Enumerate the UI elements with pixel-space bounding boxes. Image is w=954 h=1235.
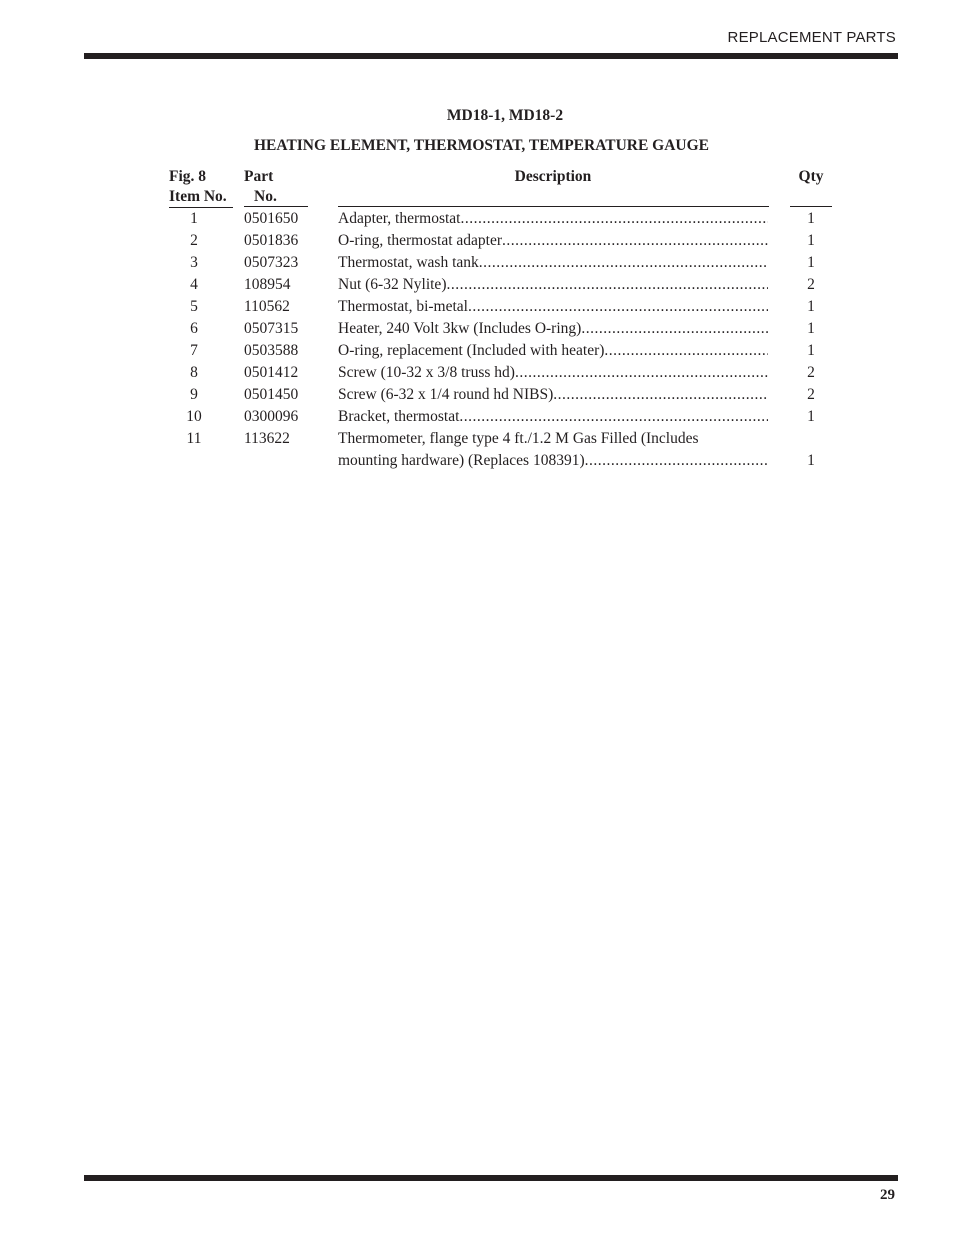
description-cell bbox=[338, 230, 768, 252]
description-cell bbox=[338, 362, 768, 384]
item-number: 4 bbox=[190, 276, 198, 293]
description-text: O-ring, thermostat adapter bbox=[338, 232, 502, 249]
dot-leader bbox=[446, 274, 768, 296]
part-number: 0501650 bbox=[244, 210, 299, 227]
description-text: Adapter, thermostat bbox=[338, 210, 461, 227]
description-cell bbox=[338, 274, 768, 296]
column-header-item-line1: Fig. 8 bbox=[169, 168, 207, 185]
quantity: 1 bbox=[807, 254, 815, 271]
part-number: 0501450 bbox=[244, 386, 299, 403]
item-number: 5 bbox=[190, 298, 198, 315]
description-cell bbox=[338, 384, 768, 406]
part-number: 0501412 bbox=[244, 364, 299, 381]
item-number: 11 bbox=[186, 430, 202, 447]
quantity: 2 bbox=[807, 364, 815, 381]
part-number: 0503588 bbox=[244, 342, 299, 359]
part-header-underline bbox=[244, 206, 308, 207]
table-row bbox=[0, 384, 954, 406]
table-row bbox=[0, 274, 954, 296]
item-number: 7 bbox=[190, 342, 198, 359]
description-text: Nut (6-32 Nylite) bbox=[338, 276, 447, 293]
item-number: 9 bbox=[190, 386, 198, 403]
part-number: 0501836 bbox=[244, 232, 299, 249]
description-cell bbox=[338, 340, 768, 362]
column-header-qty: Qty bbox=[798, 168, 824, 185]
table-row bbox=[0, 230, 954, 252]
description-line2 bbox=[338, 450, 768, 472]
quantity: 1 bbox=[807, 232, 815, 249]
description-text: Heater, 240 Volt 3kw (Includes O-ring) bbox=[338, 320, 582, 337]
section-label: REPLACEMENT PARTS bbox=[727, 29, 896, 46]
table-row bbox=[0, 362, 954, 384]
page-number: 29 bbox=[880, 1187, 895, 1203]
description-text: Bracket, thermostat bbox=[338, 408, 460, 425]
description-text: Screw (10-32 x 3/8 truss hd) bbox=[338, 364, 515, 381]
description-text: O-ring, replacement (Included with heater) bbox=[338, 342, 605, 359]
quantity: 1 bbox=[807, 452, 815, 469]
column-header-part bbox=[244, 167, 277, 207]
column-header-part-line2: No. bbox=[254, 188, 277, 205]
column-header-description: Description bbox=[514, 168, 592, 185]
dot-leader bbox=[553, 384, 768, 406]
table-row bbox=[0, 318, 954, 340]
item-number: 1 bbox=[190, 210, 198, 227]
dot-leader bbox=[581, 318, 768, 340]
quantity: 1 bbox=[807, 408, 815, 425]
model-title: MD18-1, MD18-2 bbox=[446, 107, 564, 124]
quantity: 1 bbox=[807, 320, 815, 337]
description-header-underline bbox=[338, 206, 769, 207]
quantity: 2 bbox=[807, 276, 815, 293]
description-cell bbox=[338, 208, 768, 230]
table-row bbox=[0, 406, 954, 428]
description-cell bbox=[338, 318, 768, 340]
dot-leader bbox=[460, 208, 768, 230]
description-cell bbox=[338, 406, 768, 428]
table-row bbox=[0, 428, 954, 472]
quantity: 1 bbox=[807, 342, 815, 359]
column-header-item bbox=[169, 167, 233, 208]
table-row bbox=[0, 296, 954, 318]
description-text-line2: mounting hardware) (Replaces 108391) bbox=[338, 452, 585, 469]
part-number: 0507323 bbox=[244, 254, 299, 271]
dot-leader bbox=[479, 252, 768, 274]
header-rule bbox=[84, 53, 898, 59]
item-number: 2 bbox=[190, 232, 198, 249]
dot-leader bbox=[585, 450, 768, 472]
dot-leader bbox=[468, 296, 768, 318]
description-text: Screw (6-32 x 1/4 round hd NIBS) bbox=[338, 386, 554, 403]
parts-table bbox=[0, 208, 954, 472]
item-number: 10 bbox=[186, 408, 202, 425]
dot-leader bbox=[515, 362, 768, 384]
part-number: 113622 bbox=[244, 430, 290, 447]
dot-leader bbox=[502, 230, 768, 252]
description-text: Thermostat, bi-metal bbox=[338, 298, 468, 315]
dot-leader bbox=[604, 340, 768, 362]
quantity: 2 bbox=[807, 386, 815, 403]
qty-header-underline bbox=[790, 206, 832, 207]
description-cell bbox=[338, 428, 768, 472]
description-text-line1: Thermometer, flange type 4 ft./1.2 M Gas Filled (Includes bbox=[338, 430, 699, 447]
column-header-item-line2: Item No. bbox=[169, 187, 233, 208]
table-row bbox=[0, 340, 954, 362]
part-number: 110562 bbox=[244, 298, 290, 315]
table-row bbox=[0, 252, 954, 274]
item-number: 3 bbox=[190, 254, 198, 271]
item-number: 6 bbox=[190, 320, 198, 337]
description-cell bbox=[338, 252, 768, 274]
table-row bbox=[0, 208, 954, 230]
section-title: HEATING ELEMENT, THERMOSTAT, TEMPERATURE GAUGE bbox=[254, 137, 710, 154]
part-number: 108954 bbox=[244, 276, 291, 293]
item-number: 8 bbox=[190, 364, 198, 381]
quantity: 1 bbox=[807, 298, 815, 315]
quantity: 1 bbox=[807, 210, 815, 227]
part-number: 0507315 bbox=[244, 320, 299, 337]
description-text: Thermostat, wash tank bbox=[338, 254, 479, 271]
column-header-part-line1: Part bbox=[244, 168, 274, 185]
description-cell bbox=[338, 296, 768, 318]
part-number: 0300096 bbox=[244, 408, 299, 425]
dot-leader bbox=[459, 406, 768, 428]
footer-rule bbox=[84, 1175, 898, 1181]
